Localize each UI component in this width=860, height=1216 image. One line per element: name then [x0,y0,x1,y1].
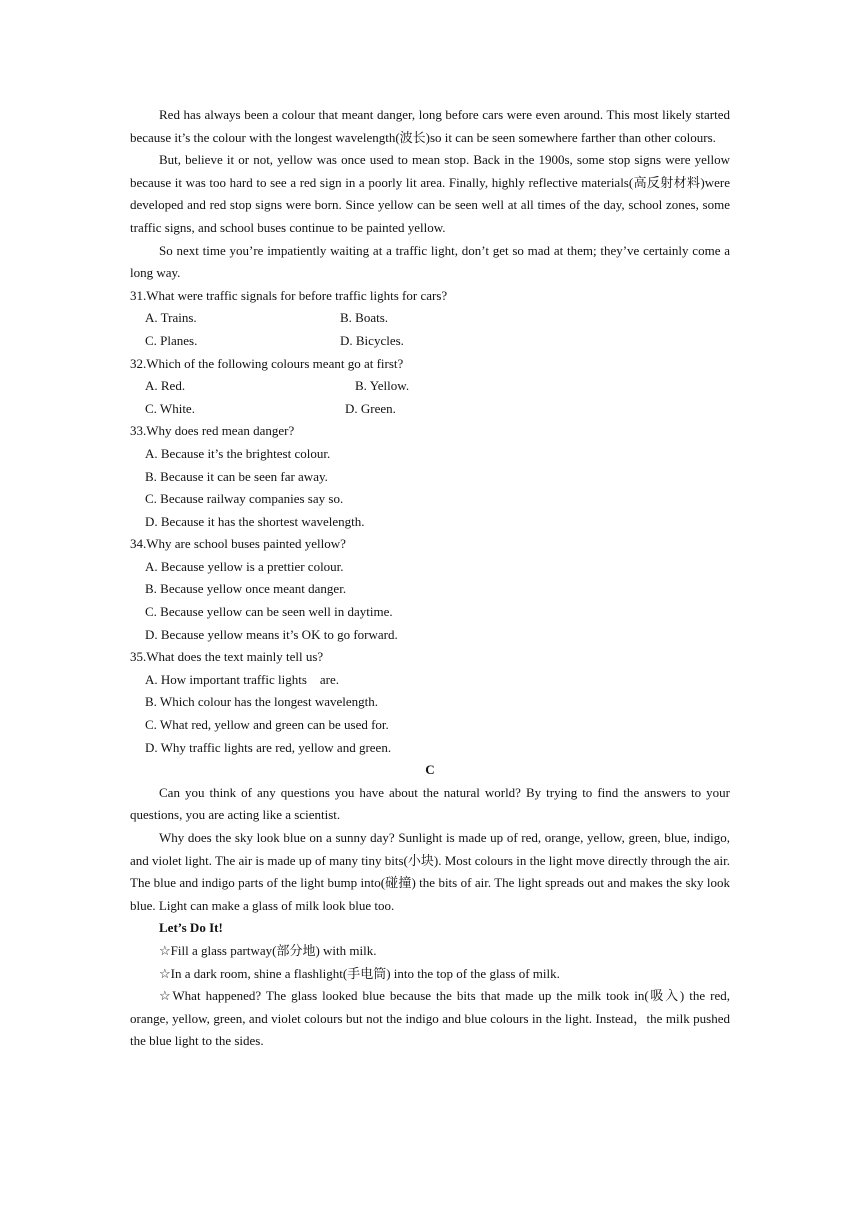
option-d: D. Green. [345,400,396,416]
passage-c-paragraph-1: Can you think of any questions you have about the natural world? By trying to find the answers to your questions, you are acting like a scientist. [130,784,730,823]
question-32: 32.Which of the following colours meant go at first? [130,355,404,371]
option-d: D. Why traffic lights are red, yellow and green. [145,739,392,755]
option-b: B. Which colour has the longest wavelength. [145,694,378,710]
passage-b-paragraph-2: But, believe it or not, yellow was once used to mean stop. Back in the 1900s, some stop signs were yellow because it was too hard to see a red sign in a poorly lit area. Finally, highly reflective materials(高反射材料)were developed and red stop signs were born. Since yellow can be seen well at all times of the day, school zones, some traffic signs, and school buses continue to be painted yellow. [130,152,730,235]
option-c: C. White. [145,400,195,416]
activity-step-2: ☆In a dark room, shine a flashlight(手电筒) into the top of the glass of milk. [159,965,560,981]
question-31-options-row-2 [130,330,730,353]
option-a: A. Because it’s the brightest colour. [145,445,331,461]
option-c: C. What red, yellow and green can be used for. [145,717,389,733]
section-heading-c: C [425,762,435,778]
question-31-options-row-1 [130,307,730,330]
activity-step-1: ☆Fill a glass partway(部分地) with milk. [159,942,377,958]
question-31: 31.What were traffic signals for before traffic lights for cars? [130,287,448,303]
option-b: B. Boats. [340,310,389,326]
option-c: C. Because railway companies say so. [145,491,344,507]
option-c: C. Because yellow can be seen well in daytime. [145,604,393,620]
passage-c-paragraph-2: Why does the sky look blue on a sunny day? Sunlight is made up of red, orange, yellow, green, blue, indigo, and violet light. The air is made up of many tiny bits(小块). Most colours in the light move directly through the air. The blue and indigo parts of the light bump into(碰撞) the bits of air. The light spreads out and makes the sky look blue. Light can make a glass of milk look blue too. [130,830,730,913]
option-a: A. How important traffic lights are. [145,671,339,687]
option-a: A. Red. [145,378,186,394]
question-33: 33.Why does red mean danger? [130,423,295,439]
option-d: D. Bicycles. [340,332,404,348]
activity-heading: Let’s Do It! [159,920,223,936]
option-a: A. Trains. [145,310,197,326]
document-page [130,104,730,1053]
option-b: B. Yellow. [355,378,410,394]
passage-b-paragraph-3: So next time you’re impatiently waiting at a traffic light, don’t get so mad at them; they’ve certainly come a long way. [130,242,730,281]
option-b: B. Because yellow once meant danger. [145,581,347,597]
question-32-options-row-2 [130,398,730,421]
question-35: 35.What does the text mainly tell us? [130,649,324,665]
activity-step-3: ☆What happened? The glass looked blue because the bits that made up the milk took in(吸入) the red, orange, yellow, green, and violet colours but not the indigo and blue colours in the light. Instead，the milk pushed the blue light to the sides. [130,988,730,1049]
option-d: D. Because yellow means it’s OK to go forward. [145,626,398,642]
passage-b-paragraph-1: Red has always been a colour that meant danger, long before cars were even around. This most likely started because it’s the colour with the longest wavelength(波长)so it can be seen somewhere farther than other colours. [130,107,730,145]
question-34: 34.Why are school buses painted yellow? [130,536,346,552]
option-c: C. Planes. [145,332,198,348]
question-32-options-row-1 [130,375,730,398]
option-b: B. Because it can be seen far away. [145,468,328,484]
option-d: D. Because it has the shortest wavelength. [145,513,365,529]
option-a: A. Because yellow is a prettier colour. [145,558,344,574]
